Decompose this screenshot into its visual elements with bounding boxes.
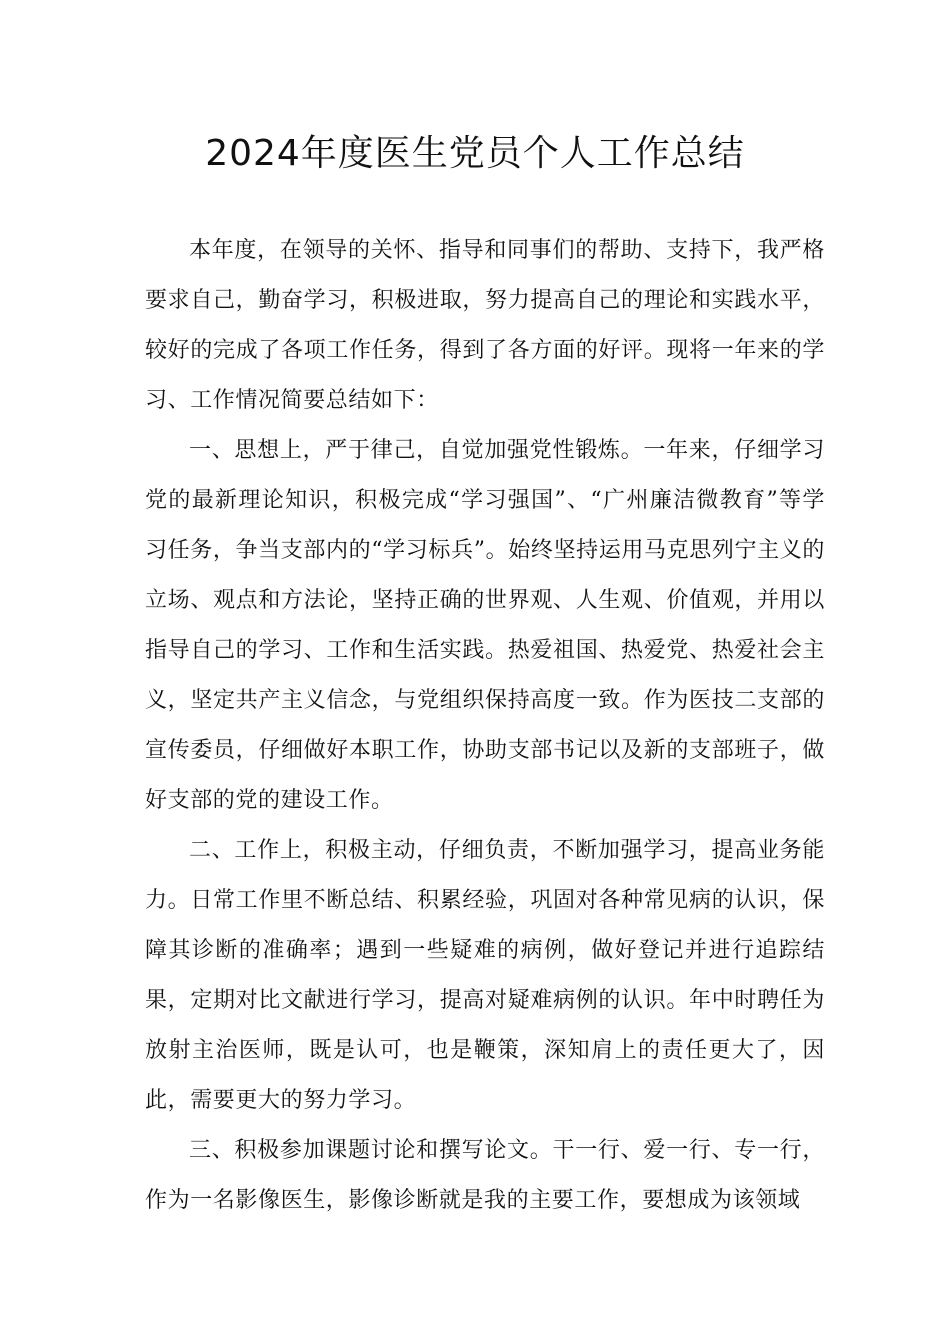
paragraph-ideology: 一、思想上，严于律己，自觉加强党性锻炼。一年来，仔细学习党的最新理论知识，积极完成“学习强国”、“广州廉洁微教育”等学习任务，争当支部内的“学习标兵”。始终坚持运用马克思列宁主义的立场、观点和方法论，坚持正确的世界观、人生观、价值观，并用以指导自己的学习、工作和生活实践。热爱祖国、热爱党、热爱社会主义，坚定共产主义信念，与党组织保持高度一致。作为医技二支部的宣传委员，仔细做好本职工作，协助支部书记以及新的支部班子，做好支部的党的建设工作。 <box>145 438 825 813</box>
paragraph-intro: 本年度，在领导的关怀、指导和同事们的帮助、支持下，我严格要求自己，勤奋学习，积极进取，努力提高自己的理论和实践水平，较好的完成了各项工作任务，得到了各方面的好评。现将一年来的学习、工作情况简要总结如下： <box>145 238 825 413</box>
document-body <box>145 226 825 1226</box>
paragraph-research: 三、积极参加课题讨论和撰写论文。干一行、爱一行、专一行，作为一名影像医生，影像诊断就是我的主要工作，要想成为该领域 <box>145 1138 825 1213</box>
document-title: 2024年度医生党员个人工作总结 <box>205 133 745 174</box>
paragraph-work: 二、工作上，积极主动，仔细负责，不断加强学习，提高业务能力。日常工作里不断总结、积累经验，巩固对各种常见病的认识，保障其诊断的准确率；遇到一些疑难的病例，做好登记并进行追踪结果，定期对比文献进行学习，提高对疑难病例的认识。年中时聘任为放射主治医师，既是认可，也是鞭策，深知肩上的责任更大了，因此，需要更大的努力学习。 <box>145 838 825 1113</box>
